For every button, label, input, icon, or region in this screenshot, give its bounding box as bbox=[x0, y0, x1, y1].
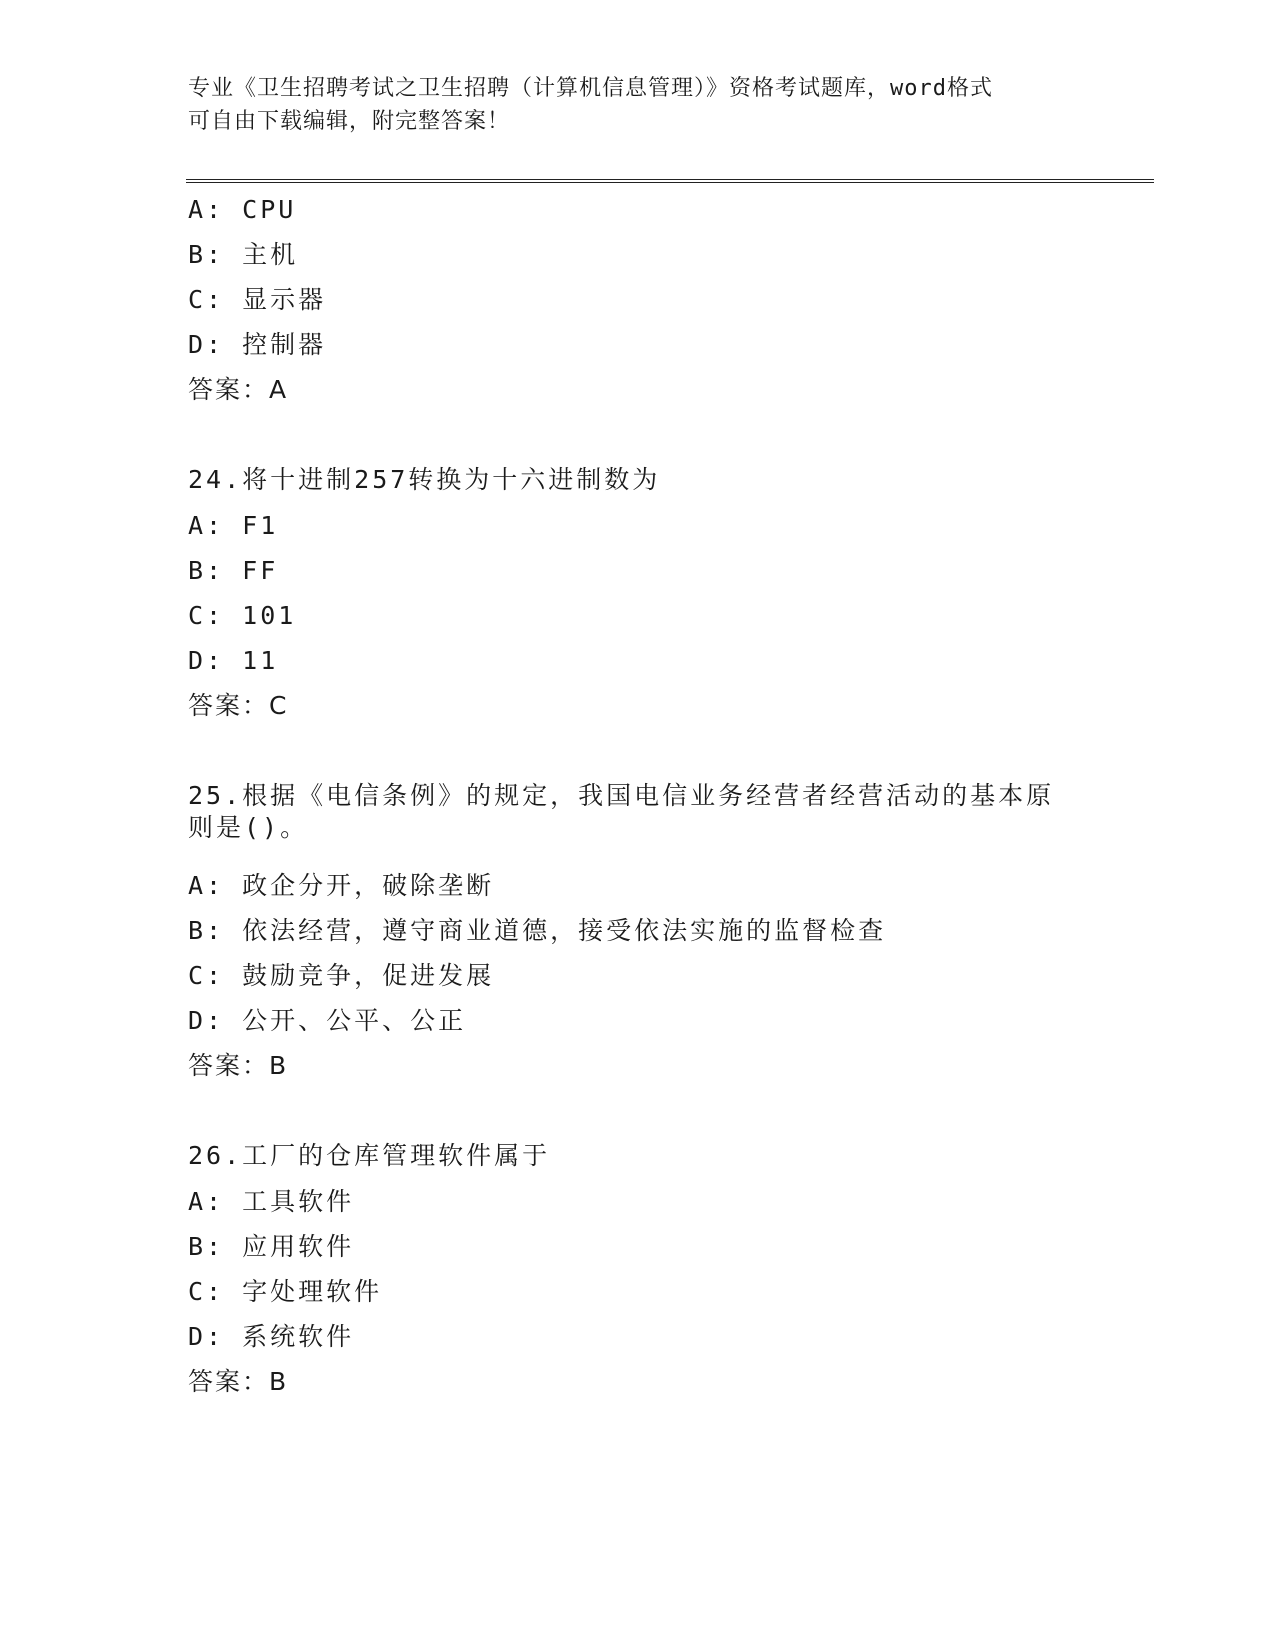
q25-option-d: D: 公开、公平、公正 bbox=[188, 1006, 467, 1035]
q24-option-d: D: 11 bbox=[188, 646, 279, 675]
q23-option-a: A: CPU bbox=[188, 195, 297, 224]
header-divider-bottom bbox=[186, 182, 1154, 183]
q25-answer: 答案：B bbox=[188, 1051, 289, 1080]
q24-option-a: A: F1 bbox=[188, 511, 279, 540]
q25-option-b: B: 依法经营，遵守商业道德，接受依法实施的监督检查 bbox=[188, 916, 887, 945]
q23-option-b: B: 主机 bbox=[188, 240, 299, 269]
q23-option-d: D: 控制器 bbox=[188, 330, 327, 359]
q24-answer: 答案：C bbox=[188, 691, 289, 720]
q23-answer: 答案：A bbox=[188, 375, 289, 404]
q23-option-c: C: 显示器 bbox=[188, 285, 327, 314]
q26-answer: 答案：B bbox=[188, 1367, 289, 1396]
q24-question: 24.将十进制257转换为十六进制数为 bbox=[188, 465, 661, 494]
q25-option-a: A: 政企分开，破除垄断 bbox=[188, 871, 495, 900]
q26-option-b: B: 应用软件 bbox=[188, 1232, 355, 1261]
q24-option-c: C: 101 bbox=[188, 601, 297, 630]
header-divider-top bbox=[186, 179, 1154, 180]
q24-option-b: B: FF bbox=[188, 556, 279, 585]
document-header bbox=[188, 72, 1088, 138]
q25-question-line-1: 25.根据《电信条例》的规定，我国电信业务经营者经营活动的基本原 bbox=[188, 781, 1055, 810]
q25-option-c: C: 鼓励竞争，促进发展 bbox=[188, 961, 495, 990]
q26-option-c: C: 字处理软件 bbox=[188, 1277, 383, 1306]
q26-question: 26.工厂的仓库管理软件属于 bbox=[188, 1141, 551, 1170]
header-line-2: 可自由下载编辑，附完整答案！ bbox=[188, 109, 511, 134]
q26-option-a: A: 工具软件 bbox=[188, 1187, 355, 1216]
q26-option-d: D: 系统软件 bbox=[188, 1322, 355, 1351]
q25-question-line-2: 则是()。 bbox=[188, 813, 309, 842]
header-line-1: 专业《卫生招聘考试之卫生招聘（计算机信息管理）》资格考试题库，word格式 bbox=[188, 76, 993, 101]
